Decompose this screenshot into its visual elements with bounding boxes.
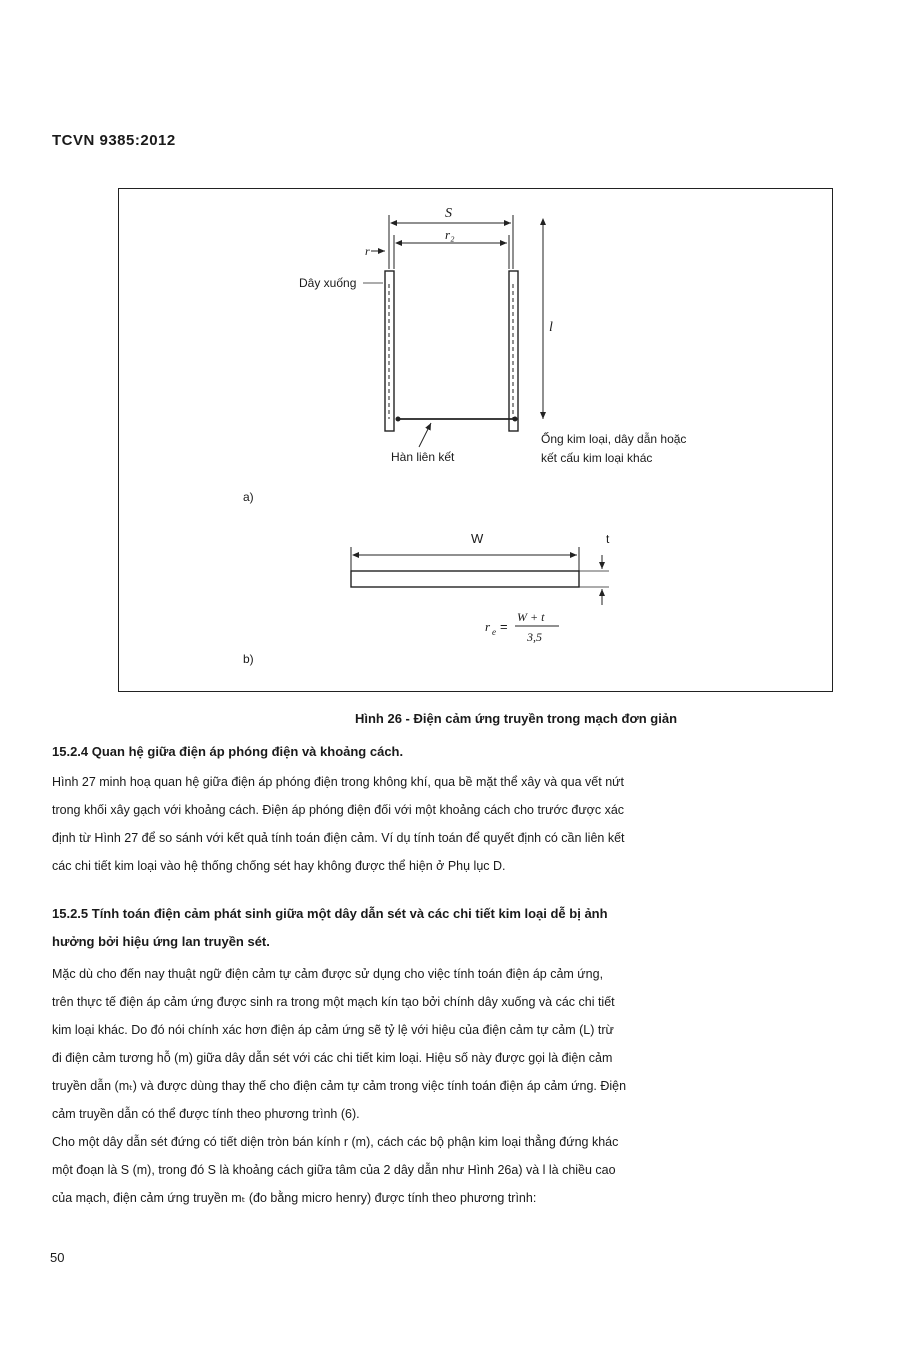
figure-26 — [118, 188, 833, 692]
left-down-conductor — [385, 271, 394, 431]
label-part-a: a) — [243, 490, 254, 504]
text-line: Hình 27 minh hoạ quan hệ giữa điện áp phóng điện trong không khí, qua bề mặt thể xây và qua vết nứt — [52, 775, 624, 789]
text-line: của mạch, điện cảm ứng truyền mₜ (đo bằng micro henry) được tính theo phương trình: — [52, 1191, 537, 1205]
heading-line: hưởng bởi hiệu ứng lan truyền sét. — [52, 934, 270, 949]
label-t: t — [606, 532, 610, 546]
text-line: một đoạn là S (m), trong đó S là khoảng cách giữa tâm của 2 dây dẫn như Hình 26a) và l là chiều cao — [52, 1163, 616, 1177]
svg-text:r: r — [485, 619, 491, 634]
text-line: định từ Hình 27 để so sánh với kết quả tính toán điện cảm. Ví dụ tính toán để quyết định có cần liên kết — [52, 831, 625, 845]
label-l: l — [549, 320, 553, 335]
paragraph-15-2-5-b — [52, 1128, 822, 1212]
paragraph-15-2-4 — [52, 768, 822, 880]
right-metal-pipe — [509, 271, 518, 431]
label-r2: r₂ — [445, 227, 455, 242]
text-line: đi điện cảm tương hỗ (m) giữa dây dẫn sét với các chi tiết kim loại. Hiệu số này được gọi là điện cảm — [52, 1051, 613, 1065]
text-line: các chi tiết kim loại vào hệ thống chống sét hay không được thể hiện ở Phụ lục D. — [52, 859, 506, 873]
page-number: 50 — [50, 1250, 65, 1265]
text-line: Mặc dù cho đến nay thuật ngữ điện cảm tự cảm được sử dụng cho việc tính toán điện áp cảm ứng, — [52, 967, 604, 981]
equivalent-radius-formula — [485, 610, 559, 644]
label-part-b: b) — [243, 652, 254, 666]
text-line: Cho một dây dẫn sét đứng có tiết diện tròn bán kính r (m), cách các bộ phận kim loại thẳng đứng khác — [52, 1135, 619, 1149]
svg-text:=: = — [500, 619, 508, 634]
label-metal-pipe-2: kết cấu kim loại khác — [541, 451, 653, 465]
svg-text:W + t: W + t — [517, 610, 545, 624]
label-w: W — [471, 531, 484, 546]
standard-code: TCVN 9385:2012 — [52, 132, 176, 149]
label-bonding: Hàn liên kết — [391, 450, 455, 464]
svg-text:3,5: 3,5 — [527, 630, 542, 644]
heading-15-2-5 — [52, 900, 822, 956]
figure-caption-text: Hình 26 - Điện cảm ứng truyền trong mạch đơn giản — [354, 711, 678, 726]
heading-15-2-4: 15.2.4 Quan hệ giữa điện áp phóng điện và khoảng cách. — [52, 744, 404, 759]
text-line: trên thực tế điện áp cảm ứng được sinh ra trong một mạch kín tạo bởi chính dây xuống và các chi tiết — [52, 995, 615, 1009]
text-line: truyền dẫn (mₜ) và được dùng thay thế cho điện cảm tự cảm trong việc tính toán điện áp cảm ứng. Điện — [52, 1079, 627, 1093]
figure-caption — [0, 711, 898, 726]
label-metal-pipe-1: Ống kim loại, dây dẫn hoặc — [541, 432, 687, 446]
text-line: trong khối xây gạch với khoảng cách. Điện áp phóng điện đối với một khoảng cách cho trước được xác — [52, 803, 625, 817]
svg-text:e: e — [492, 627, 496, 637]
heading-line: 15.2.5 Tính toán điện cảm phát sinh giữa một dây dẫn sét và các chi tiết kim loại dễ bị ảnh — [52, 906, 608, 921]
text-line: cảm truyền dẫn có thể được tính theo phương trình (6). — [52, 1107, 360, 1121]
flat-strip — [351, 571, 579, 587]
label-r: r — [365, 244, 370, 258]
paragraph-15-2-5-a — [52, 960, 822, 1128]
text-line: kim loại khác. Do đó nói chính xác hơn điện áp cảm ứng sẽ tỷ lệ với hiệu của điện cảm tự cảm (L) trừ — [52, 1023, 614, 1037]
label-down-conductor: Dây xuống — [299, 276, 357, 290]
figure-26-drawing — [119, 189, 834, 693]
label-s: S — [445, 206, 452, 221]
